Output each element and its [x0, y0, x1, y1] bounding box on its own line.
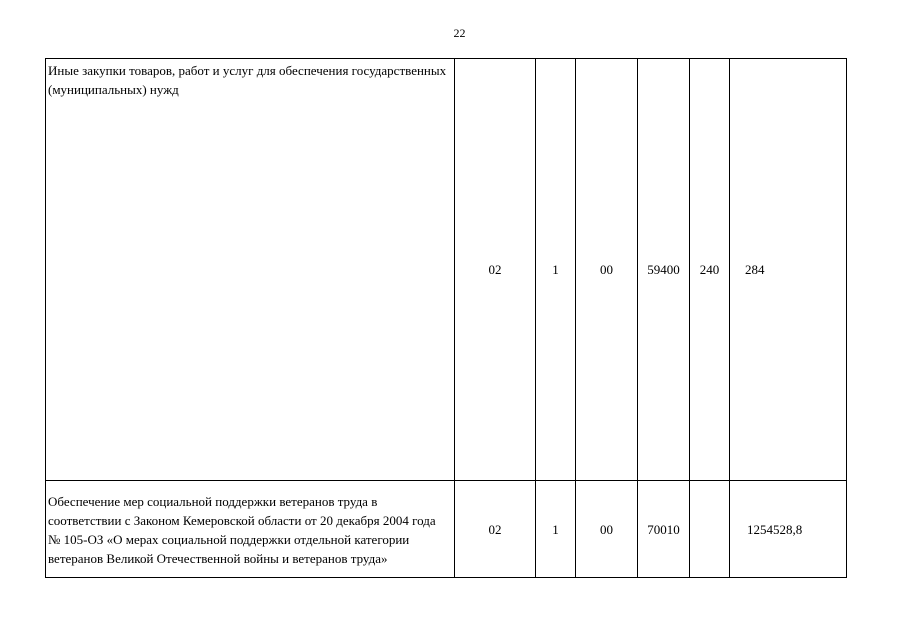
subprogram-code: 00: [576, 481, 638, 578]
program-code: 1: [536, 481, 576, 578]
amount: 1254528,8: [730, 481, 847, 578]
direction-code: 59400: [638, 59, 690, 481]
section-code: 02: [455, 481, 536, 578]
expense-type-code: [690, 481, 730, 578]
subprogram-code: 00: [576, 59, 638, 481]
row-description: Иные закупки товаров, работ и услуг для обеспечения государственных (муниципальных) нужд: [46, 59, 455, 481]
budget-table: [45, 58, 847, 578]
program-code: 1: [536, 59, 576, 481]
page-number: 22: [453, 26, 466, 40]
row-description: Обеспечение мер социальной поддержки ветеранов труда в соответствии с Законом Кемеровской области от 20 декабря 2004 года № 105-ОЗ «О мерах социальной поддержки отдельной категории ветеранов Великой Отечественной войны и ветеранов труда»: [46, 481, 455, 578]
amount: 284: [730, 59, 847, 481]
section-code: 02: [455, 59, 536, 481]
expense-type-code: 240: [690, 59, 730, 481]
direction-code: 70010: [638, 481, 690, 578]
table-row: [46, 481, 847, 578]
table-row: [46, 59, 847, 481]
